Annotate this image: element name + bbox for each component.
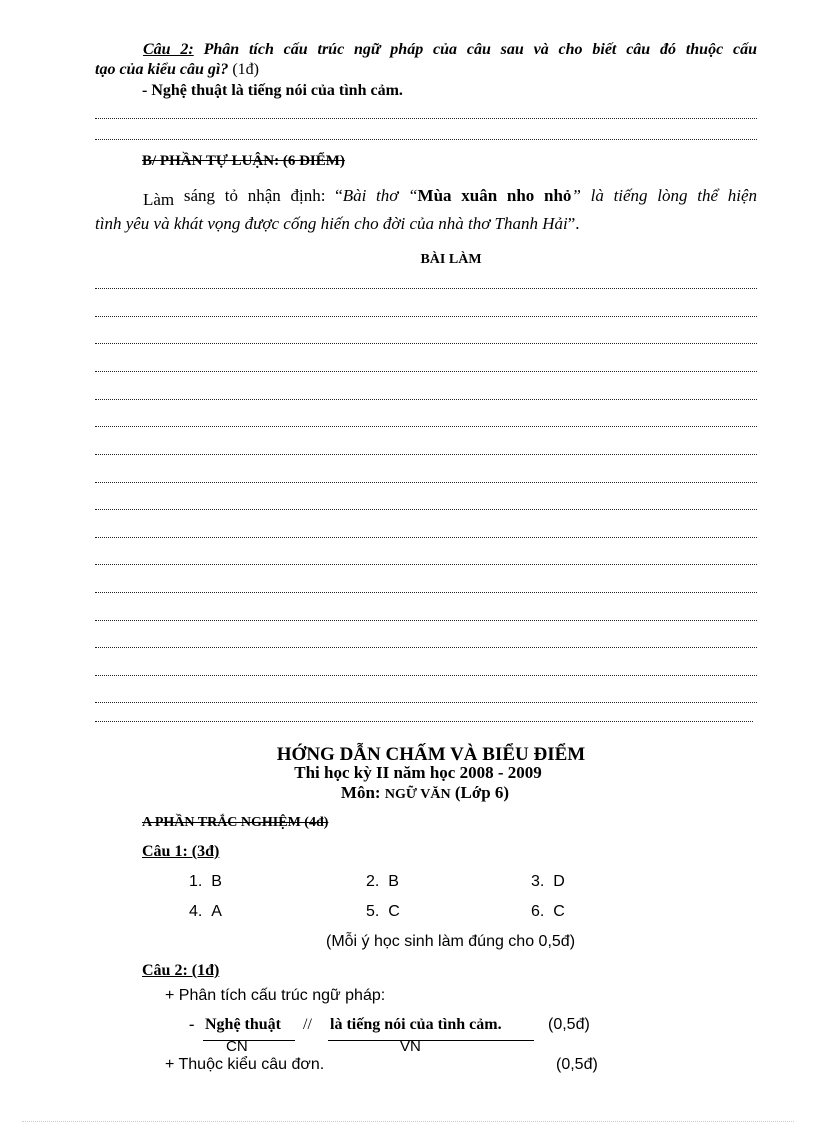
question2-prompt-text1: Phân tích cấu trúc ngữ pháp của câu sau và cho biết câu đó thuộc cấu — [203, 41, 758, 58]
answer-value: C — [553, 903, 565, 920]
answer-heading: BÀI LÀM — [420, 252, 482, 267]
answer-line — [95, 399, 757, 400]
page-bottom-divider — [22, 1121, 794, 1122]
predicate-underline — [328, 1040, 534, 1041]
essay-prompt-line2 — [95, 214, 580, 234]
answer-line — [95, 139, 757, 140]
question2-points: (1đ) — [232, 61, 259, 78]
essay-quote-part2: ” là tiếng lòng thể hiện — [571, 186, 757, 205]
guide-subject-line — [0, 783, 816, 803]
answer-item — [189, 873, 222, 891]
answer-number: 3. — [531, 873, 545, 890]
q2-guide-item1: + Phân tích cấu trúc ngữ pháp: — [165, 987, 386, 1004]
analysis-dash: - — [189, 1016, 195, 1033]
answer-line — [95, 343, 757, 344]
answer-line — [95, 592, 757, 593]
question2-sentence: - Nghệ thuật là tiếng nói của tình cảm. — [142, 82, 403, 99]
answer-line — [95, 702, 757, 703]
essay-prompt-line2-end: ”. — [567, 214, 580, 233]
answer-item — [531, 903, 565, 921]
answer-number: 1. — [189, 873, 203, 890]
answer-line — [95, 675, 757, 676]
answers-note: (Mỗi ý học sinh làm đúng cho 0,5đ) — [326, 933, 576, 950]
answer-line — [95, 426, 757, 427]
answer-item — [189, 903, 222, 921]
essay-lead-1: Làm — [143, 190, 175, 209]
essay-lead-2: sáng tỏ nhận định: “ — [183, 186, 343, 205]
answer-value: B — [388, 873, 399, 890]
answer-item — [366, 903, 400, 921]
guide-subtitle: Thi học kỳ II năm học 2008 - 2009 — [294, 763, 542, 782]
answer-line — [95, 509, 757, 510]
answer-number: 6. — [531, 903, 545, 920]
question2-prompt-line1 — [95, 41, 757, 59]
answer-line — [95, 564, 757, 565]
essay-quote-part1: Bài thơ “ — [342, 186, 418, 205]
answer-item — [366, 873, 399, 891]
cn-label: CN — [226, 1038, 248, 1055]
answer-number: 2. — [366, 873, 380, 890]
answer-value: A — [211, 903, 222, 920]
q2-guide-item2-points: (0,5đ) — [556, 1056, 598, 1073]
analysis-points: (0,5đ) — [548, 1016, 590, 1033]
answer-line — [95, 647, 757, 648]
question2-prompt-text2: tạo của kiểu câu gì? — [95, 61, 229, 78]
question2-label: Câu 2: — [143, 41, 194, 58]
answer-number: 4. — [189, 903, 203, 920]
answer-line — [95, 537, 757, 538]
guide-subject: NGỮ VĂN — [384, 787, 451, 802]
q2-guide-item2: + Thuộc kiểu câu đơn. — [165, 1056, 325, 1073]
answer-line — [95, 454, 757, 455]
answer-line — [95, 316, 757, 317]
question2-prompt-line2 — [95, 61, 259, 79]
guide-subject-label: Môn: — [340, 783, 381, 802]
subject-underline — [203, 1040, 295, 1041]
vn-label: VN — [400, 1038, 421, 1055]
analysis-separator: // — [303, 1016, 312, 1033]
answer-line — [95, 118, 757, 119]
guide-grade: (Lớp 6) — [454, 783, 510, 802]
answer-line — [95, 620, 757, 621]
answer-line — [95, 288, 757, 289]
analysis-subject: Nghệ thuật — [205, 1016, 282, 1033]
answer-value: C — [388, 903, 400, 920]
essay-prompt-line2-text: tình yêu và khát vọng được cống hiến cho đời của nhà thơ Thanh Hải — [95, 214, 568, 233]
answer-line — [95, 371, 757, 372]
answer-number: 5. — [366, 903, 380, 920]
guide-title: HỚNG DẪN CHẤM VÀ BIỂU ĐIỂM — [276, 744, 586, 765]
answer-item — [531, 873, 565, 891]
answer-value: D — [553, 873, 565, 890]
answer-line — [95, 721, 753, 722]
q1-label: Câu 1: (3đ) — [142, 843, 220, 860]
q2-guide-label: Câu 2: (1đ) — [142, 962, 220, 979]
essay-prompt-line1 — [95, 186, 757, 209]
essay-quote-title: Mùa xuân nho nhỏ — [417, 186, 572, 205]
essay-heading: B/ PHẦN TỰ LUẬN: (6 ĐIỂM) — [142, 153, 345, 169]
analysis-predicate: là tiếng nói của tình cảm. — [330, 1016, 502, 1033]
answer-line — [95, 482, 757, 483]
section-a-heading: A PHẦN TRẮC NGHIỆM (4đ) — [142, 815, 329, 830]
answer-value: B — [211, 873, 222, 890]
